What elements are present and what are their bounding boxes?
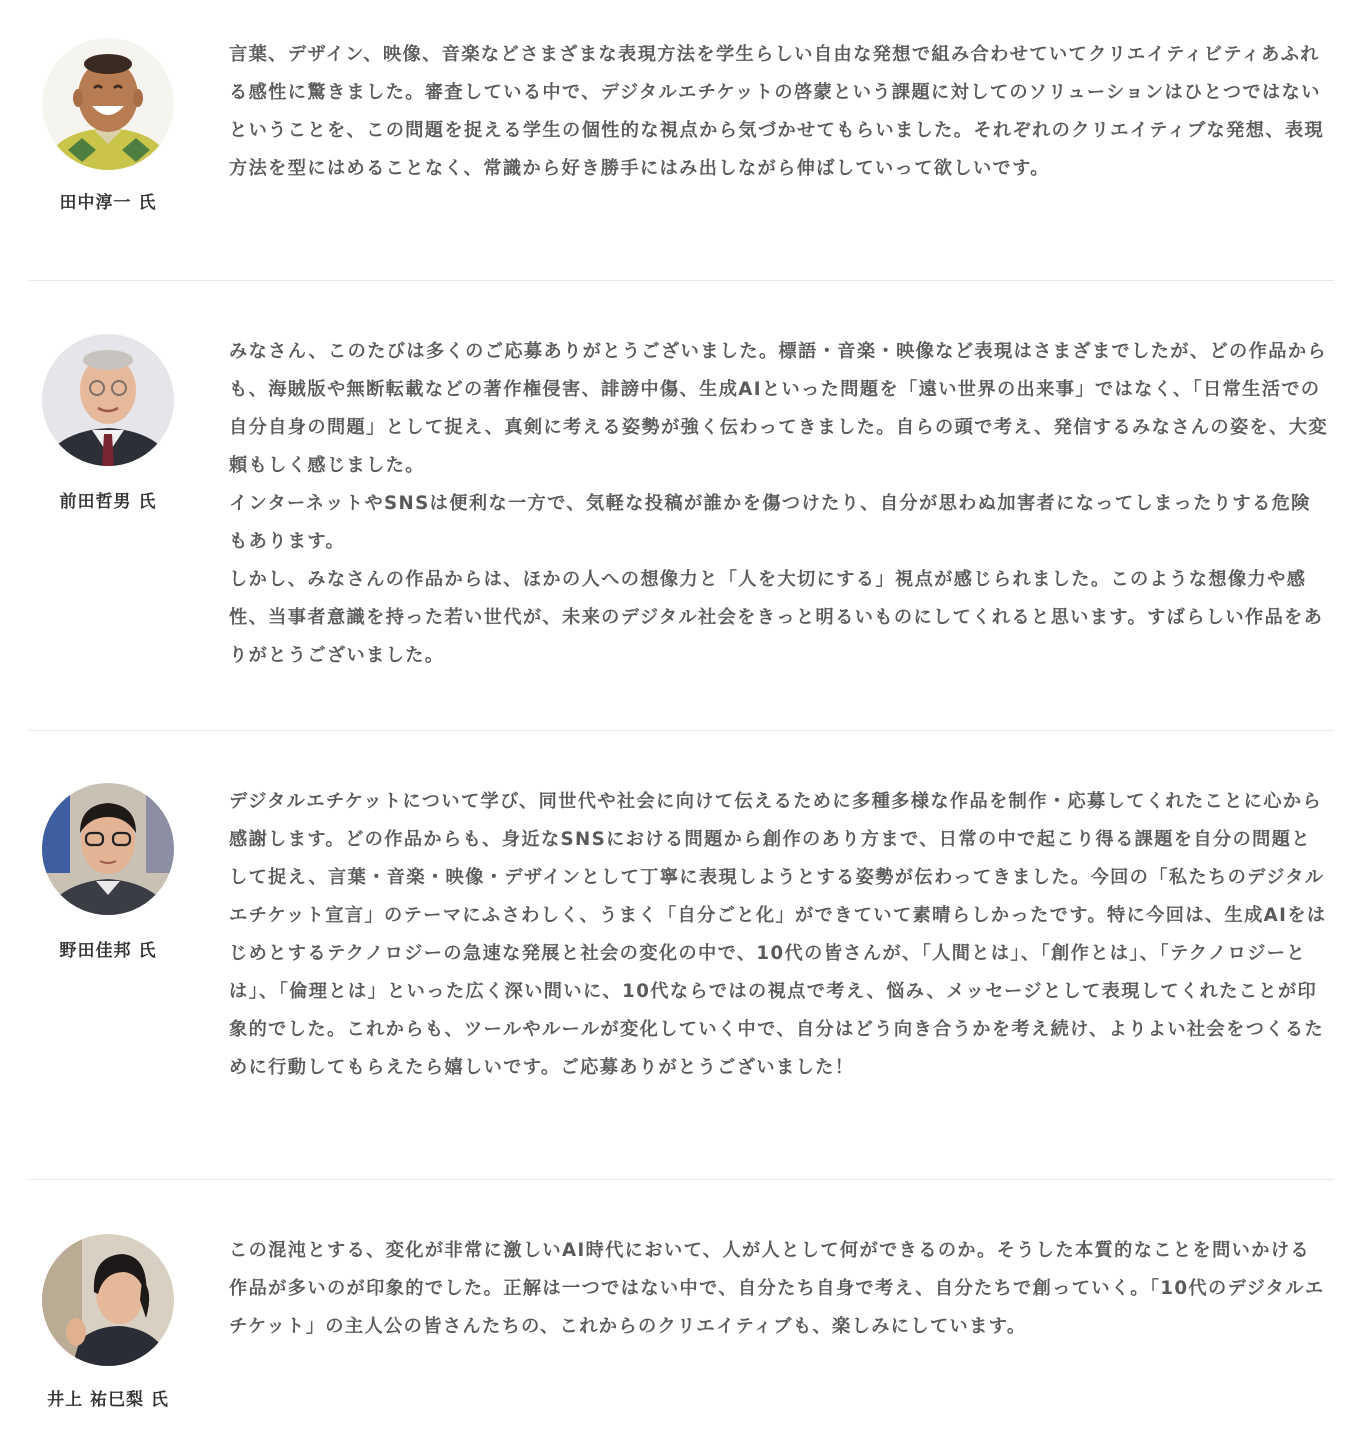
judge-comment: デジタルエチケットについて学び、同世代や社会に向けて伝えるために多種多様な作品を制作・応募してくれたことに心から感謝します。どの作品からも、身近なSNSにおける問題から創作のあり方まで、日常の中で起こり得る課題を自分の問題として捉え、言葉・音楽・映像・デザインとして丁寧に表現しようとする姿勢が伝わってきました。今回の「私たちのデジタルエチケット宣言」のテーマにふさわしく、うまく「自分ごと化」ができていて素晴らしかったです。特に今回は、生成AIをはじめとするテクノロジーの急速な発展と社会の変化の中で、10代の皆さんが、「人間とは」、「創作とは」、「テクノロジーとは」、「倫理とは」といった広く深い問いに、10代ならではの視点で考え、悩み、メッセージとして表現してくれたことが印象的でした。これからも、ツールやルールが変化していく中で、自分はどう向き合うかを考え続け、よりよい社会をつくるために行動してもらえたら嬉しいです。ご応募ありがとうございました！ <box>229 791 1327 1078</box>
judge-photo <box>42 334 174 466</box>
judge-comment: みなさん、このたびは多くのご応募ありがとうございました。標語・音楽・映像など表現はさまざまでしたが、どの作品からも、海賊版や無断転載などの著作権侵害、誹謗中傷、生成AIといった問題を「遠い世界の出来事」ではなく、「日常生活での自分自身の問題」として捉え、真剣に考える姿勢が強く伝わってきました。自らの頭で考え、発信するみなさんの姿を、大変頼もしく感じました。 インターネットやSNSは便利な一方で、気軽な投稿が誰かを傷つけたり、自分が思わぬ加害者になってしまったりする危険もあります。 しかし、みなさんの作品からは、ほかの人への想像力と「人を大切にする」視点が感じられました。このような想像力や感性、当事者意識を持った若い世代が、未来のデジタル社会をきっと明るいものにしてくれると思います。すばらしい作品をありがとうございました。 <box>229 341 1328 666</box>
judge-photo-image <box>42 1234 174 1366</box>
judge-photo-image <box>42 38 174 170</box>
judge-entry <box>28 0 1334 281</box>
judge-photo <box>42 1234 174 1366</box>
judge-comment: この混沌とする、変化が非常に激しいAI時代において、人が人として何ができるのか。そうした本質的なことを問いかける作品が多いのが印象的でした。正解は一つではない中で、自分たち自身で考え、自分たちで創っていく。「10代のデジタルエチケット」の主人公の皆さんたちの、これからのクリエイティブも、楽しみにしています。 <box>229 1240 1325 1337</box>
judge-name: 田中淳一 氏 <box>59 193 157 213</box>
judge-entry <box>28 731 1334 1180</box>
judge-photo <box>42 783 174 915</box>
judge-name: 井上 祐巳梨 氏 <box>47 1390 169 1410</box>
judge-name: 前田哲男 氏 <box>59 492 157 512</box>
judge-comment: 言葉、デザイン、映像、音楽などさまざまな表現方法を学生らしい自由な発想で組み合わせていてクリエイティビティあふれる感性に驚きました。審査している中で、デジタルエチケットの啓蒙という課題に対してのソリューションはひとつではないということを、この問題を捉える学生の個性的な視点から気づかせてもらいました。それぞれのクリエイティブな発想、表現方法を型にはめることなく、常識から好き勝手にはみ出しながら伸ばしていって欲しいです。 <box>229 44 1325 179</box>
judge-photo-image <box>42 783 174 915</box>
judge-photo-image <box>42 334 174 466</box>
judge-name: 野田佳邦 氏 <box>59 941 157 961</box>
judge-photo <box>42 38 174 170</box>
judge-entry <box>28 281 1334 731</box>
judge-entry <box>28 1180 1334 1450</box>
